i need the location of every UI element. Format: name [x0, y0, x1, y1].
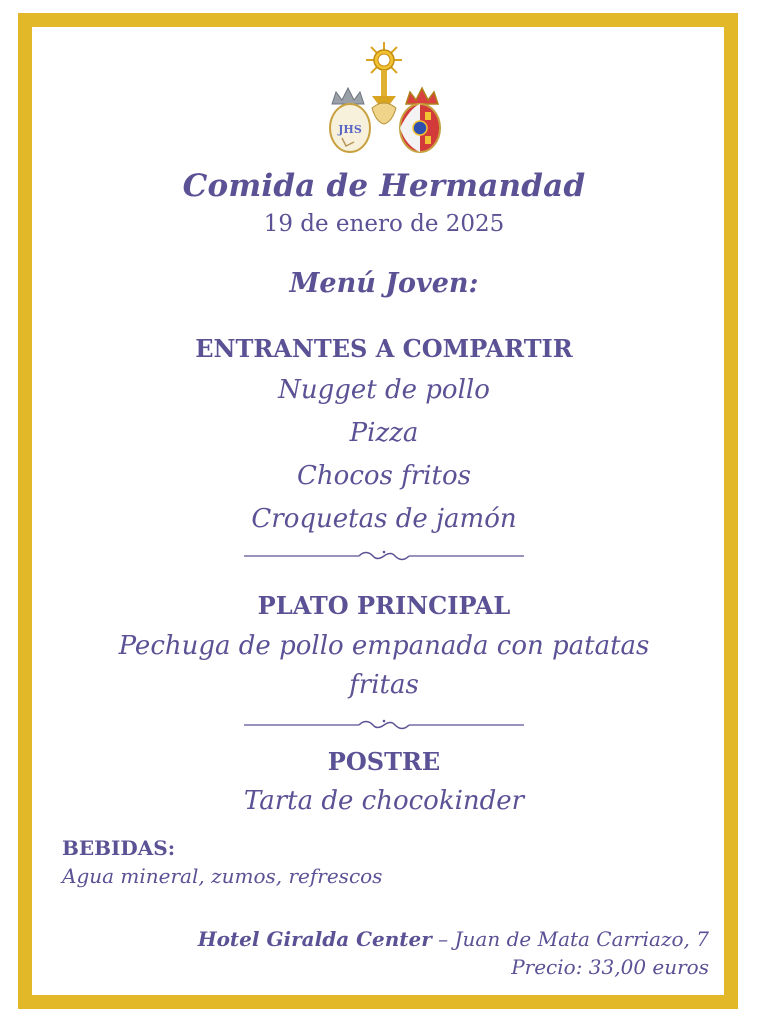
angel-figure-icon — [372, 103, 396, 124]
brotherhood-emblem — [326, 38, 442, 158]
entrantes-heading: ENTRANTES A COMPARTIR — [195, 334, 573, 363]
bebidas-heading: BEBIDAS: — [62, 836, 176, 860]
page-title: Comida de Hermandad — [182, 168, 586, 204]
bebidas-list: Agua mineral, zumos, refrescos — [62, 864, 383, 888]
venue-line — [198, 927, 709, 951]
jhs-monogram: JHS — [338, 123, 362, 136]
menu-type-heading: Menú Joven: — [289, 268, 479, 299]
right-crown-icon — [406, 88, 438, 104]
left-crown-icon — [332, 88, 364, 104]
main-dish-line-1: Pechuga de pollo empanada con patatas — [118, 631, 650, 661]
event-date: 19 de enero de 2025 — [263, 211, 505, 237]
dish-item: Chocos fritos — [297, 461, 471, 491]
heraldic-shield-icon — [400, 104, 440, 152]
dish-item: Nugget de pollo — [278, 375, 490, 405]
dish-item: Croquetas de jamón — [251, 504, 517, 534]
ornamental-divider — [244, 717, 524, 733]
venue-address: – Juan de Mata Carriazo, 7 — [431, 927, 709, 951]
principal-heading: PLATO PRINCIPAL — [257, 591, 511, 620]
dish-item: Pizza — [349, 418, 419, 448]
jhs-shield-icon — [330, 104, 370, 152]
price-line: Precio: 33,00 euros — [511, 955, 709, 979]
postre-heading: POSTRE — [327, 747, 441, 776]
main-dish-line-2: fritas — [349, 670, 419, 700]
ornamental-divider — [244, 548, 524, 564]
dessert-item: Tarta de chocokinder — [243, 786, 525, 816]
venue-name: Hotel Giralda Center — [197, 927, 432, 951]
monstrance-icon — [366, 42, 402, 104]
